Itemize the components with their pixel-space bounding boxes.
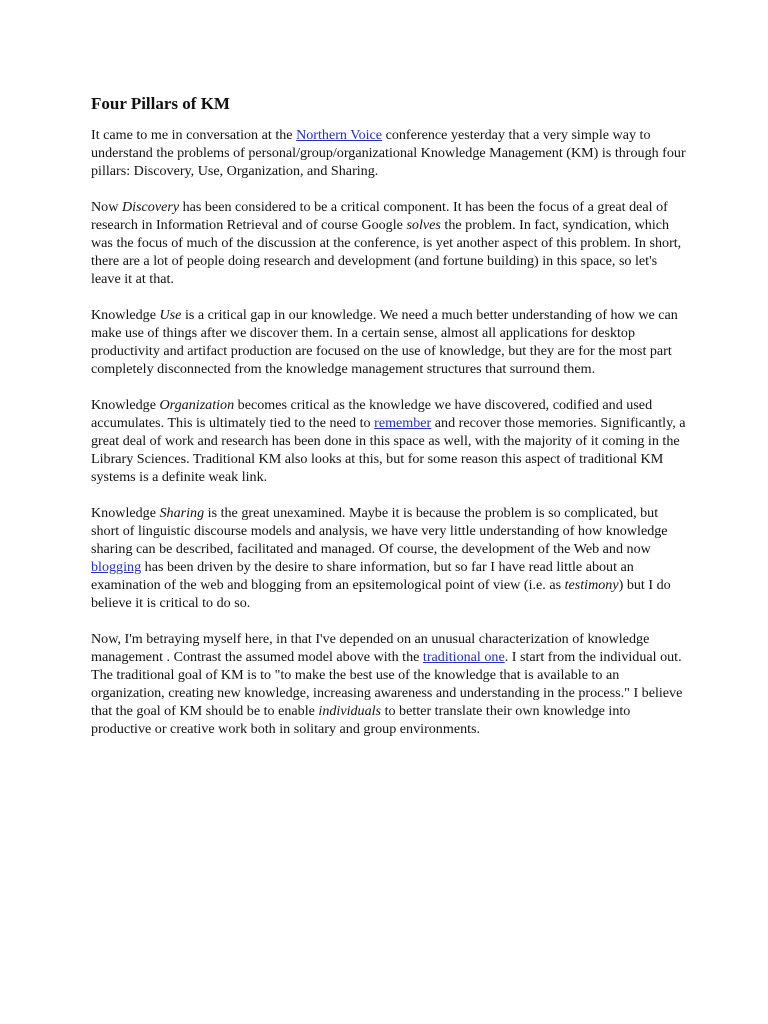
text: the problem. In fact, syndication, which was the focus of much of the discussion at the conference, is yet another aspect of this problem. In short, there are a lot of people doing research and development (and fortune building) in this space, so let's leave it at that. xyxy=(91,217,682,287)
text: is the great unexamined. Maybe it is because the problem is so complicated, but short of linguistic discourse models and analysis, we have very little understanding of how knowledge sharing can be described, facilitated and managed. Of course, the development of the Web and now xyxy=(91,505,668,557)
text: becomes critical as the knowledge we have discovered, codified and used accumulates. This is ultimately tied to the need to xyxy=(91,397,653,431)
text: Now, I'm betraying myself here, in that I've depended on an unusual characterization of knowledge management . Contrast the assumed model above with the xyxy=(91,631,650,665)
emphasis-organization: Organization xyxy=(159,397,235,413)
paragraph-discovery xyxy=(91,198,686,288)
emphasis-sharing: Sharing xyxy=(159,505,205,521)
paragraph-intro xyxy=(91,126,686,180)
blogging-link[interactable]: blogging xyxy=(91,559,142,575)
text: Now xyxy=(91,199,122,215)
text: has been considered to be a critical component. It has been the focus of a great deal of research in Information Retrieval and of course Google xyxy=(91,199,668,233)
emphasis-use: Use xyxy=(159,307,182,323)
text: Knowledge xyxy=(91,307,160,323)
emphasis-solves: solves xyxy=(406,217,441,233)
text: Knowledge xyxy=(91,505,160,521)
paragraph-use xyxy=(91,306,686,378)
emphasis-individuals: individuals xyxy=(318,703,382,719)
text: to better translate their own knowledge into productive or creative work both in solitary and group environments. xyxy=(91,703,631,737)
paragraph-conclusion xyxy=(91,630,686,738)
emphasis-discovery: Discovery xyxy=(121,199,180,215)
text: It came to me in conversation at the xyxy=(91,127,297,143)
traditional-one-link[interactable]: traditional one xyxy=(422,649,505,665)
paragraph-sharing xyxy=(91,504,686,612)
text: conference yesterday that a very simple way to understand the problems of personal/group/organizational Knowledge Management (KM) is through four pillars: Discovery, Use, Organization, and Sharing. xyxy=(91,127,686,179)
text: has been driven by the desire to share information, but so far I have read little about an examination of the web and blogging from an epsitemological point of view (i.e. as xyxy=(91,559,634,593)
text: Knowledge xyxy=(91,397,160,413)
remember-link[interactable]: remember xyxy=(374,415,432,431)
page-title: Four Pillars of KM xyxy=(91,94,230,113)
text: is a critical gap in our knowledge. We need a much better understanding of how we can make use of things after we discover them. In a certain sense, almost all applications for desktop productivity and artifact production are focused on the use of knowledge, but they are for the most part completely disconnected from the knowledge management structures that surround them. xyxy=(91,307,678,377)
text: . I start from the individual out. The traditional goal of KM is to "to make the best use of the knowledge that is available to an organization, creating new knowledge, increasing awareness and understanding in the process." I believe that the goal of KM should be to enable xyxy=(91,649,683,719)
text: and recover those memories. Significantly, a great deal of work and research has been done in this space as well, with the majority of it coming in the Library Sciences. Traditional KM also looks at this, but for some reason this aspect of traditional KM systems is a definite weak link. xyxy=(91,415,686,485)
emphasis-testimony: testimony xyxy=(564,577,619,593)
text: ) but I do believe it is critical to do so. xyxy=(91,577,671,611)
northern-voice-link[interactable]: Northern Voice xyxy=(296,127,383,143)
paragraph-organization xyxy=(91,396,686,486)
